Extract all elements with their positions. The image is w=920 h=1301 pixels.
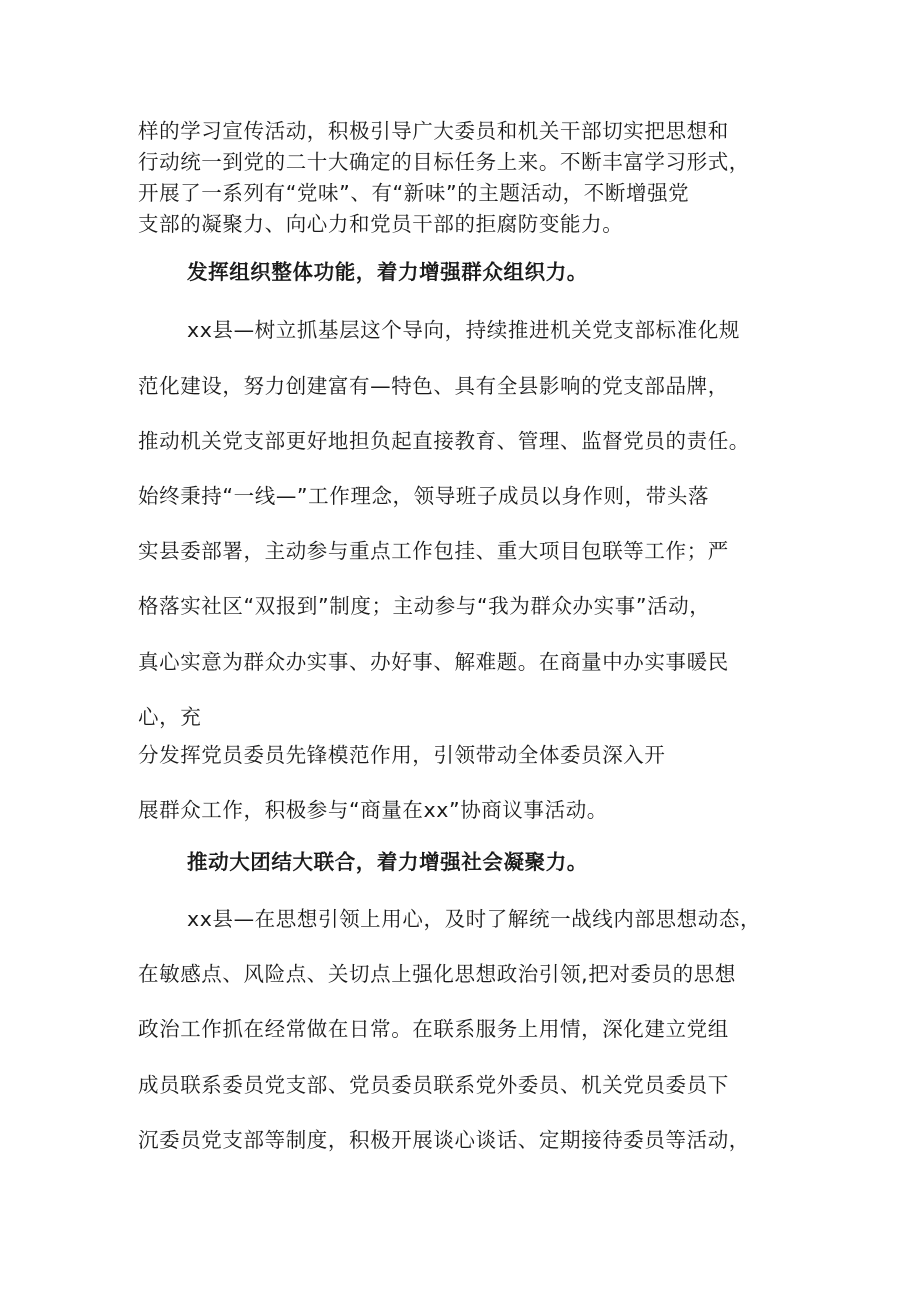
paragraph-line: 沉委员党支部等制度，积极开展谈心谈话、定期接待委员等活动，: [138, 1128, 750, 1152]
paragraph-line: 支部的凝聚力、向心力和党员干部的拒腐防变能力。: [138, 212, 624, 236]
paragraph-line: 心，充: [138, 705, 202, 729]
paragraph-line: 政治工作抓在经常做在日常。在联系服务上用情，深化建立党组: [138, 1017, 729, 1041]
section-heading: 发挥组织整体功能，着力增强群众组织力。: [187, 260, 588, 284]
paragraph-line: xx县—在思想引领上用心，及时了解统一战线内部思想动态，: [187, 907, 762, 931]
section-heading: 推动大团结大联合，着力增强社会凝聚力。: [187, 850, 588, 874]
paragraph-line: 推动机关党支部更好地担负起直接教育、管理、监督党员的责任。: [138, 429, 750, 453]
paragraph-line: 真心实意为群众办实事、办好事、解难题。在商量中办实事暖民: [138, 650, 729, 674]
paragraph-line: 成员联系委员党支部、党员委员联系党外委员、机关党员委员下: [138, 1073, 729, 1097]
paragraph-line: 样的学习宣传活动，积极引导广大委员和机关干部切实把思想和: [138, 119, 729, 143]
paragraph-line: 开展了一系列有“党味”、有“新味”的主题活动，不断增强党: [138, 181, 690, 205]
paragraph-line: 在敏感点、风险点、关切点上强化思想政治引领,把对委员的思想: [138, 962, 736, 986]
paragraph-line: 分发挥党员委员先锋模范作用，引领带动全体委员深入开: [138, 743, 666, 767]
paragraph-line: 始终秉持“一线—”工作理念，领导班子成员以身作则，带头落: [138, 484, 710, 508]
paragraph-line: 格落实社区“双报到”制度；主动参与“我为群众办实事”活动，: [138, 594, 711, 618]
paragraph-line: 行动统一到党的二十大确定的目标任务上来。不断丰富学习形式，: [138, 150, 750, 174]
paragraph-line: 范化建设，努力创建富有—特色、具有全县影响的党支部品牌，: [138, 374, 729, 398]
paragraph-line: xx县—树立抓基层这个导向，持续推进机关党支部标准化规: [187, 318, 740, 342]
paragraph-line: 展群众工作，积极参与“商量在xx”协商议事活动。: [138, 798, 608, 822]
paragraph-line: 实县委部署，主动参与重点工作包挂、重大项目包联等工作；严: [138, 539, 729, 563]
